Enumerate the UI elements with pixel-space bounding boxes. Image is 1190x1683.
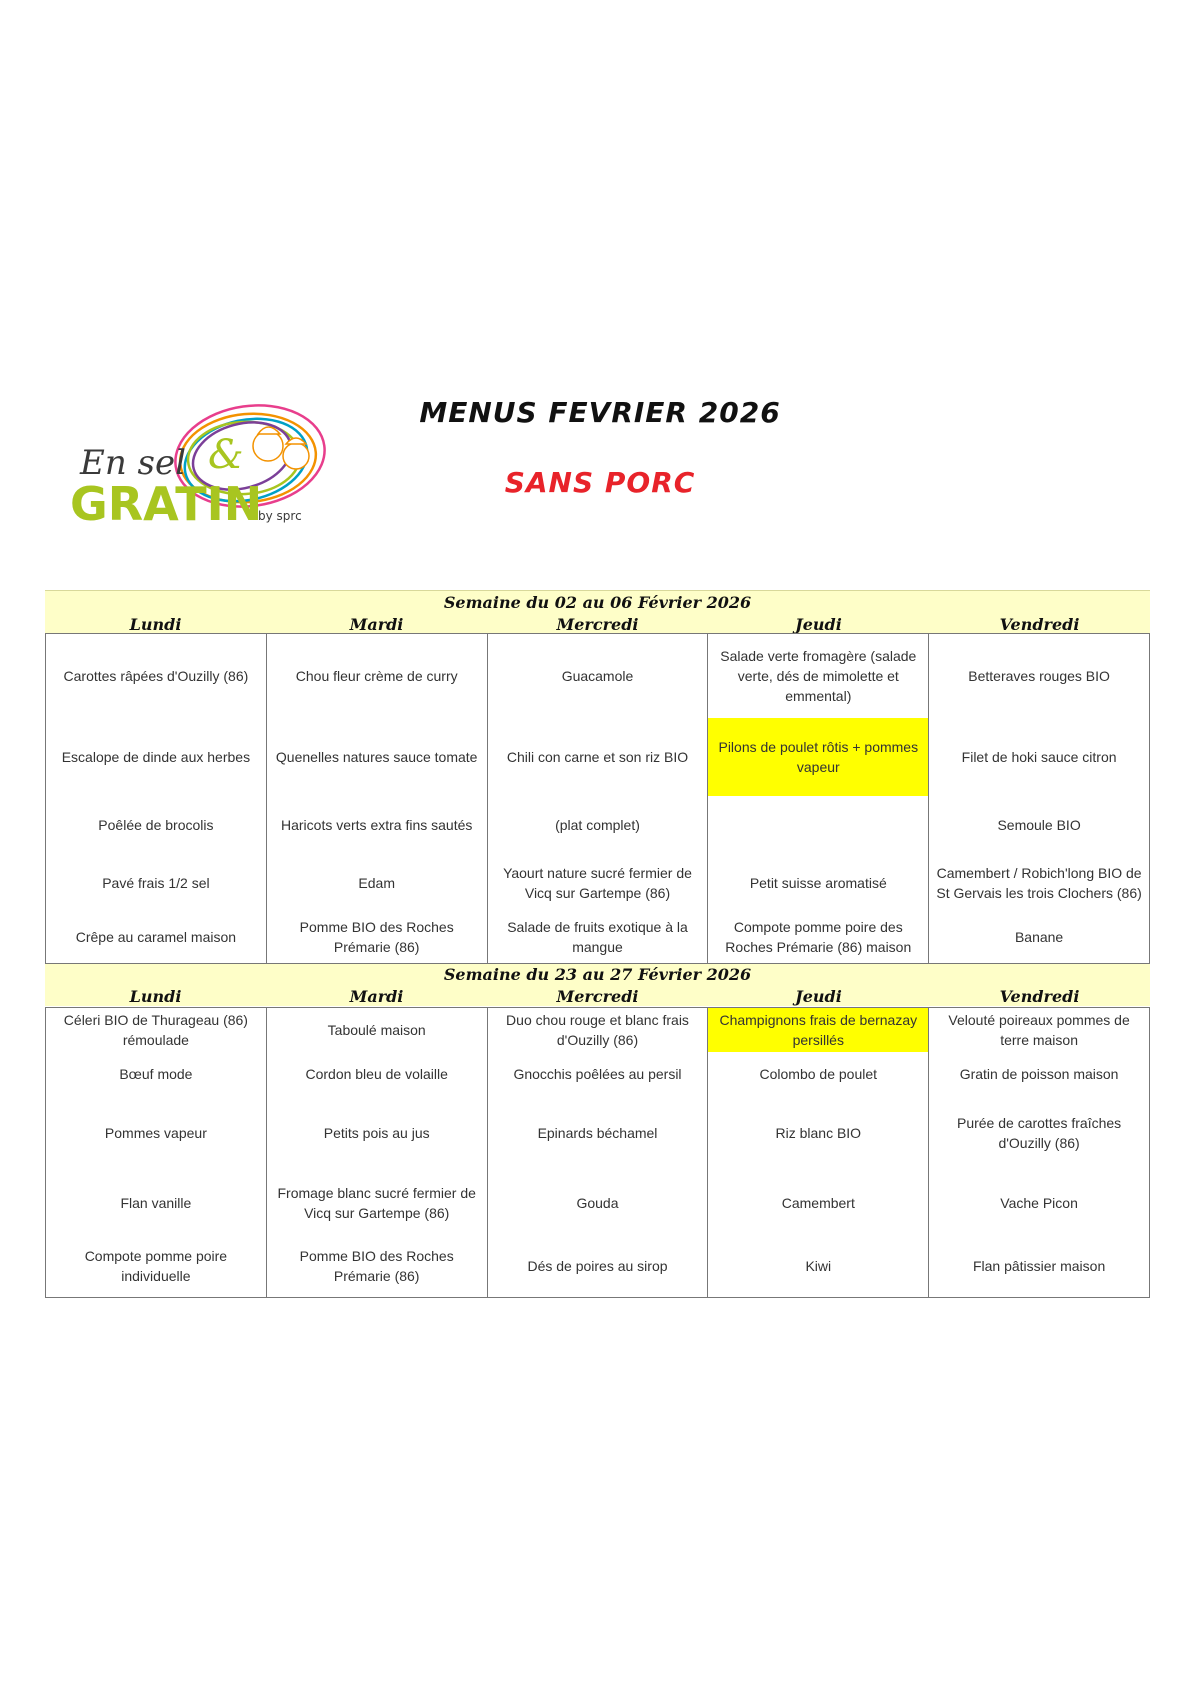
table-row bbox=[46, 1008, 1150, 1052]
menu-cell: Colombo de poulet bbox=[708, 1052, 929, 1096]
menu-cell: Gratin de poisson maison bbox=[929, 1052, 1150, 1096]
menu-cell: Duo chou rouge et blanc frais d'Ouzilly (86) bbox=[487, 1008, 708, 1052]
week-1-header bbox=[45, 590, 1150, 633]
menu-cell: Petit suisse aromatisé bbox=[708, 854, 929, 912]
menu-cell: Flan pâtissier maison bbox=[929, 1236, 1150, 1298]
page-title: MENUS FEVRIER 2026 bbox=[419, 396, 781, 429]
menu-cell: Escalope de dinde aux herbes bbox=[46, 718, 267, 796]
week-2-title: Semaine du 23 au 27 Février 2026 bbox=[443, 965, 752, 984]
week-1-day-jeudi: Jeudi bbox=[795, 615, 842, 634]
menu-cell-highlighted: Pilons de poulet rôtis + pommes vapeur bbox=[708, 718, 929, 796]
table-row bbox=[46, 718, 1150, 796]
logo-text-line2: GRATIN bbox=[70, 477, 263, 531]
week-2-menu-table bbox=[45, 1007, 1150, 1298]
table-row bbox=[46, 1236, 1150, 1298]
menu-cell bbox=[708, 796, 929, 854]
menu-cell: Compote pomme poire individuelle bbox=[46, 1236, 267, 1298]
logo-text-amp: & bbox=[208, 432, 244, 478]
menu-cell: Banane bbox=[929, 912, 1150, 964]
week-1-day-mardi: Mardi bbox=[349, 615, 404, 634]
en-sel-gratin-logo bbox=[68, 398, 330, 548]
menu-cell: Riz blanc BIO bbox=[708, 1096, 929, 1170]
menu-cell: Carottes râpées d'Ouzilly (86) bbox=[46, 634, 267, 718]
menu-cell: Gnocchis poêlées au persil bbox=[487, 1052, 708, 1096]
menu-cell: Fromage blanc sucré fermier de Vicq sur Gartempe (86) bbox=[266, 1170, 487, 1236]
menu-cell: Edam bbox=[266, 854, 487, 912]
menu-cell: (plat complet) bbox=[487, 796, 708, 854]
week-1-title: Semaine du 02 au 06 Février 2026 bbox=[443, 593, 752, 612]
menu-cell: Bœuf mode bbox=[46, 1052, 267, 1096]
menu-cell: Dés de poires au sirop bbox=[487, 1236, 708, 1298]
menu-cell: Crêpe au caramel maison bbox=[46, 912, 267, 964]
table-row bbox=[46, 796, 1150, 854]
menu-cell: Yaourt nature sucré fermier de Vicq sur Gartempe (86) bbox=[487, 854, 708, 912]
menu-cell: Pomme BIO des Roches Prémarie (86) bbox=[266, 1236, 487, 1298]
table-row bbox=[46, 912, 1150, 964]
menu-cell: Chou fleur crème de curry bbox=[266, 634, 487, 718]
menu-cell: Pommes vapeur bbox=[46, 1096, 267, 1170]
menu-cell: Pavé frais 1/2 sel bbox=[46, 854, 267, 912]
menu-cell: Cordon bleu de volaille bbox=[266, 1052, 487, 1096]
menu-cell: Filet de hoki sauce citron bbox=[929, 718, 1150, 796]
menu-cell: Pomme BIO des Roches Prémarie (86) bbox=[266, 912, 487, 964]
menu-cell: Gouda bbox=[487, 1170, 708, 1236]
menu-cell-highlighted: Champignons frais de bernazay persillés bbox=[708, 1008, 929, 1052]
menu-cell: Céleri BIO de Thurageau (86) rémoulade bbox=[46, 1008, 267, 1052]
week-1-day-vendredi: Vendredi bbox=[999, 615, 1080, 634]
menu-cell: Camembert bbox=[708, 1170, 929, 1236]
menu-cell: Compote pomme poire des Roches Prémarie (86) maison bbox=[708, 912, 929, 964]
table-row bbox=[46, 1096, 1150, 1170]
week-2-day-vendredi: Vendredi bbox=[999, 987, 1080, 1006]
page-subtitle: SANS PORC bbox=[504, 466, 696, 499]
week-2-day-lundi: Lundi bbox=[129, 987, 182, 1006]
week-2-header bbox=[45, 964, 1150, 1006]
menu-cell: Vache Picon bbox=[929, 1170, 1150, 1236]
logo-text-by: by sprc bbox=[258, 509, 302, 523]
menu-cell: Chili con carne et son riz BIO bbox=[487, 718, 708, 796]
menu-cell: Velouté poireaux pommes de terre maison bbox=[929, 1008, 1150, 1052]
week-1-day-lundi: Lundi bbox=[129, 615, 182, 634]
menu-cell: Guacamole bbox=[487, 634, 708, 718]
menu-cell: Quenelles natures sauce tomate bbox=[266, 718, 487, 796]
menu-cell: Flan vanille bbox=[46, 1170, 267, 1236]
table-row bbox=[46, 1170, 1150, 1236]
menu-cell: Salade de fruits exotique à la mangue bbox=[487, 912, 708, 964]
table-row bbox=[46, 1052, 1150, 1096]
week-2-day-mercredi: Mercredi bbox=[556, 987, 639, 1006]
table-row bbox=[46, 634, 1150, 718]
menu-cell: Kiwi bbox=[708, 1236, 929, 1298]
table-row bbox=[46, 854, 1150, 912]
menu-cell: Haricots verts extra fins sautés bbox=[266, 796, 487, 854]
week-1-menu-table bbox=[45, 633, 1150, 964]
week-2-day-mardi: Mardi bbox=[349, 987, 404, 1006]
menu-cell: Purée de carottes fraîches d'Ouzilly (86) bbox=[929, 1096, 1150, 1170]
menu-cell: Petits pois au jus bbox=[266, 1096, 487, 1170]
menu-cell: Camembert / Robich'long BIO de St Gervais les trois Clochers (86) bbox=[929, 854, 1150, 912]
week-2-day-jeudi: Jeudi bbox=[795, 987, 842, 1006]
menu-cell: Betteraves rouges BIO bbox=[929, 634, 1150, 718]
week-1-day-mercredi: Mercredi bbox=[556, 615, 639, 634]
logo-text-line1: En sel bbox=[80, 443, 186, 483]
menu-cell: Poêlée de brocolis bbox=[46, 796, 267, 854]
menu-cell: Taboulé maison bbox=[266, 1008, 487, 1052]
menu-cell: Semoule BIO bbox=[929, 796, 1150, 854]
menu-cell: Epinards béchamel bbox=[487, 1096, 708, 1170]
menu-cell: Salade verte fromagère (salade verte, dés de mimolette et emmental) bbox=[708, 634, 929, 718]
